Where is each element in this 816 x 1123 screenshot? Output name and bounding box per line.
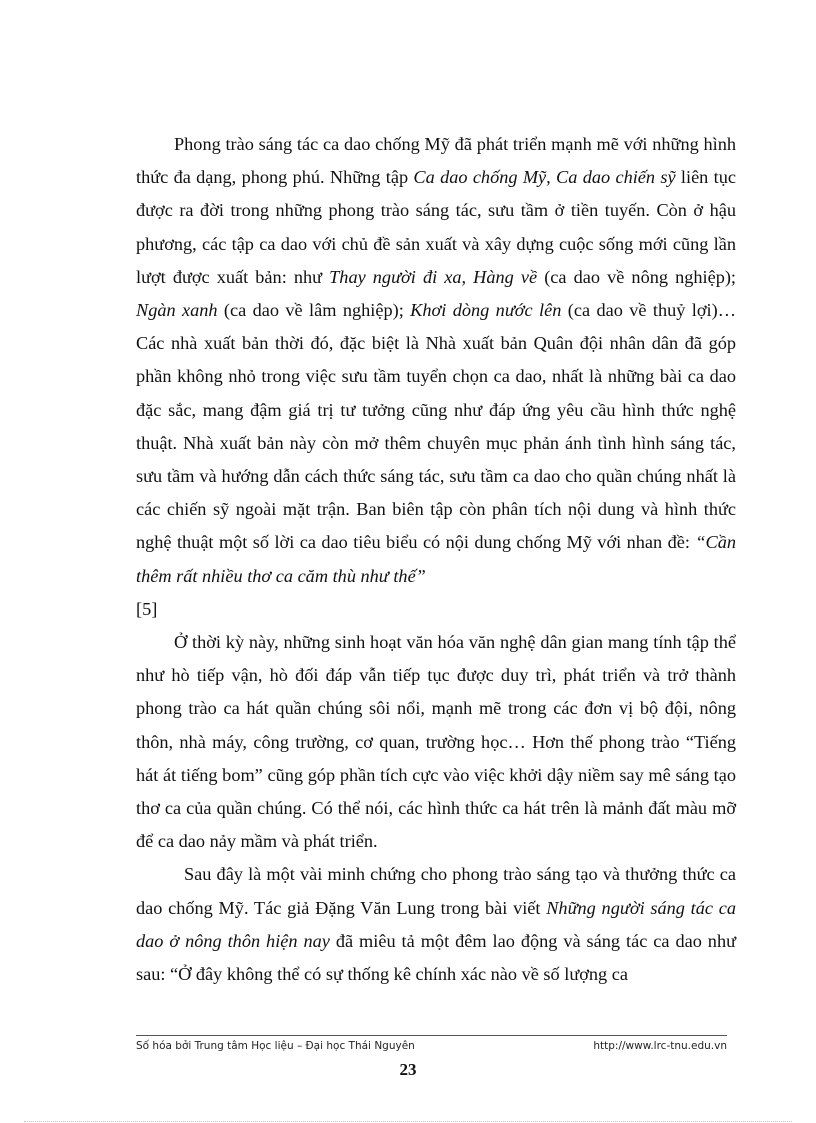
p1-text-2: liên tục được ra đời trong những phong trào sáng tác, sưu tầm ở tiền tuyến. Còn ở hậu phương, các tập ca dao với chủ đề sản xuất và xây dựng cuộc sống mới cũng lần lượt được xuất bản: như <box>136 167 736 287</box>
p1-italic-5: “Cần thêm rất nhiều thơ ca căm thù như thế” <box>136 532 736 586</box>
paragraph-1 <box>136 128 736 593</box>
p3-text-2: đã miêu tả một đêm lao động và sáng tác ca dao như sau: “Ở đây không thể có sự thống kê chính xác nào về số lượng ca <box>136 930 736 985</box>
page-number: 23 <box>399 1060 417 1079</box>
p1-italic-3: Ngàn xanh <box>136 300 218 321</box>
p1-text-5: (ca dao về thuỷ lợi)…Các nhà xuất bản thời đó, đặc biệt là Nhà xuất bản Quân đội nhân dân đã góp phần không nhỏ trong việc sưu tầm tuyển chọn ca dao, nhất là những bài ca dao đặc sắc, mang đậm giá trị tư tưởng cũng như đáp ứng yêu cầu hình thức nghệ thuật. Nhà xuất bản này còn mở thêm chuyên mục phản ánh tình hình sáng tác, sưu tầm và hướng dẫn cách thức sáng tác, sưu tầm ca dao cho quần chúng nhất là các chiến sỹ ngoài mặt trận. Ban biên tập còn phân tích nội dung và hình thức nghệ thuật một số lời ca dao tiêu biểu có nội dung chống Mỹ với nhan đề: <box>136 300 736 553</box>
p1-italic-4: Khơi dòng nước lên <box>410 300 562 321</box>
p1-text-4: (ca dao về lâm nghiệp); <box>217 300 411 321</box>
page-bottom-border <box>24 1121 792 1122</box>
paragraph-3 <box>136 858 736 991</box>
footer-source: Số hóa bởi Trung tâm Học liệu – Đại học Thái Nguyên <box>136 1040 415 1052</box>
paragraph-2: Ở thời kỳ này, những sinh hoạt văn hóa văn nghệ dân gian mang tính tập thể như hò tiếp vận, hò đối đáp vẫn tiếp tục được duy trì, phát triển và trở thành phong trào ca hát quần chúng sôi nổi, mạnh mẽ trong các đơn vị bộ đội, nông thôn, nhà máy, công trường, cơ quan, trường học… Hơn thế phong trào “Tiếng hát át tiếng bom” cũng góp phần tích cực vào việc khởi dậy niềm say mê sáng tạo thơ ca của quần chúng. Có thể nói, các hình thức ca hát trên là mảnh đất màu mỡ để ca dao nảy mầm và phát triển. <box>136 632 736 852</box>
footer-url: http://www.lrc-tnu.edu.vn <box>593 1040 727 1052</box>
p1-italic-2: Thay người đi xa, Hàng về <box>329 266 538 287</box>
page-footer <box>136 1040 727 1056</box>
p1-text-3: (ca dao về nông nghiệp); <box>537 266 737 287</box>
p1-italic-1: Ca dao chống Mỹ, Ca dao chiến sỹ <box>413 167 676 188</box>
p3-italic-1: Những người sáng tác ca dao ở nông thôn hiện nay <box>136 897 736 951</box>
p3-text-1: Sau đây là một vài minh chứng cho phong trào sáng tạo và thưởng thức ca dao chống Mỹ. Tác giả Đặng Văn Lung trong bài viết <box>136 864 736 918</box>
p1-text-1: Phong trào sáng tác ca dao chống Mỹ đã phát triển mạnh mẽ với những hình thức đa dạng, phong phú. Những tập <box>136 134 736 188</box>
body-text <box>136 128 736 991</box>
reference-marker: [5] <box>136 598 158 619</box>
footer-divider <box>136 1035 727 1036</box>
